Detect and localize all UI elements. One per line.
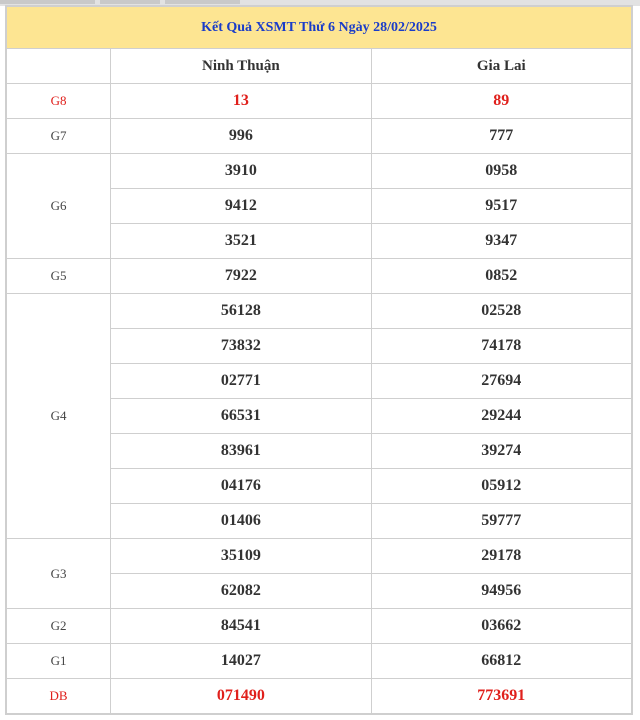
lottery-results-table: [6, 48, 632, 714]
winning-number: 9517: [371, 189, 631, 224]
winning-number: 0958: [371, 154, 631, 189]
winning-number: 071490: [111, 679, 371, 714]
winning-number: 02771: [111, 364, 371, 399]
winning-number: 84541: [111, 609, 371, 644]
prize-row: [7, 259, 632, 294]
prize-label: DB: [7, 679, 111, 714]
winning-number: 03662: [371, 609, 631, 644]
prize-row: [7, 644, 632, 679]
prize-label: G5: [7, 259, 111, 294]
winning-number: 73832: [111, 329, 371, 364]
winning-number: 89: [371, 84, 631, 119]
prize-row: [7, 609, 632, 644]
winning-number: 83961: [111, 434, 371, 469]
winning-number: 777: [371, 119, 631, 154]
winning-number: 996: [111, 119, 371, 154]
province-name: Gia Lai: [371, 49, 631, 84]
winning-number: 62082: [111, 574, 371, 609]
winning-number: 05912: [371, 469, 631, 504]
winning-number: 3910: [111, 154, 371, 189]
winning-number: 66531: [111, 399, 371, 434]
winning-number: 01406: [111, 504, 371, 539]
winning-number: 29178: [371, 539, 631, 574]
empty-corner-cell: [7, 49, 111, 84]
prize-row: [7, 294, 632, 329]
tab-placeholder: [165, 0, 240, 4]
winning-number: 74178: [371, 329, 631, 364]
prize-label: G8: [7, 84, 111, 119]
tab-placeholder: [0, 0, 95, 4]
winning-number: 773691: [371, 679, 631, 714]
winning-number: 14027: [111, 644, 371, 679]
winning-number: 04176: [111, 469, 371, 504]
winning-number: 27694: [371, 364, 631, 399]
winning-number: 29244: [371, 399, 631, 434]
winning-number: 02528: [371, 294, 631, 329]
prize-row: [7, 119, 632, 154]
winning-number: 7922: [111, 259, 371, 294]
winning-number: 13: [111, 84, 371, 119]
prize-label: G7: [7, 119, 111, 154]
prize-row: [7, 154, 632, 189]
winning-number: 94956: [371, 574, 631, 609]
tab-placeholder: [100, 0, 160, 4]
winning-number: 39274: [371, 434, 631, 469]
prize-row: [7, 679, 632, 714]
winning-number: 59777: [371, 504, 631, 539]
prize-label: G2: [7, 609, 111, 644]
prize-label: G4: [7, 294, 111, 539]
winning-number: 3521: [111, 224, 371, 259]
winning-number: 56128: [111, 294, 371, 329]
prize-label: G6: [7, 154, 111, 259]
results-title: Kết Quả XSMT Thứ 6 Ngày 28/02/2025: [201, 20, 437, 35]
winning-number: 66812: [371, 644, 631, 679]
prize-label: G3: [7, 539, 111, 609]
results-title-bar: [7, 7, 631, 49]
prize-label: G1: [7, 644, 111, 679]
prize-row: [7, 539, 632, 574]
province-name: Ninh Thuận: [111, 49, 371, 84]
province-header-row: [7, 49, 632, 84]
prize-row: [7, 84, 632, 119]
winning-number: 9347: [371, 224, 631, 259]
winning-number: 9412: [111, 189, 371, 224]
winning-number: 0852: [371, 259, 631, 294]
winning-number: 35109: [111, 539, 371, 574]
